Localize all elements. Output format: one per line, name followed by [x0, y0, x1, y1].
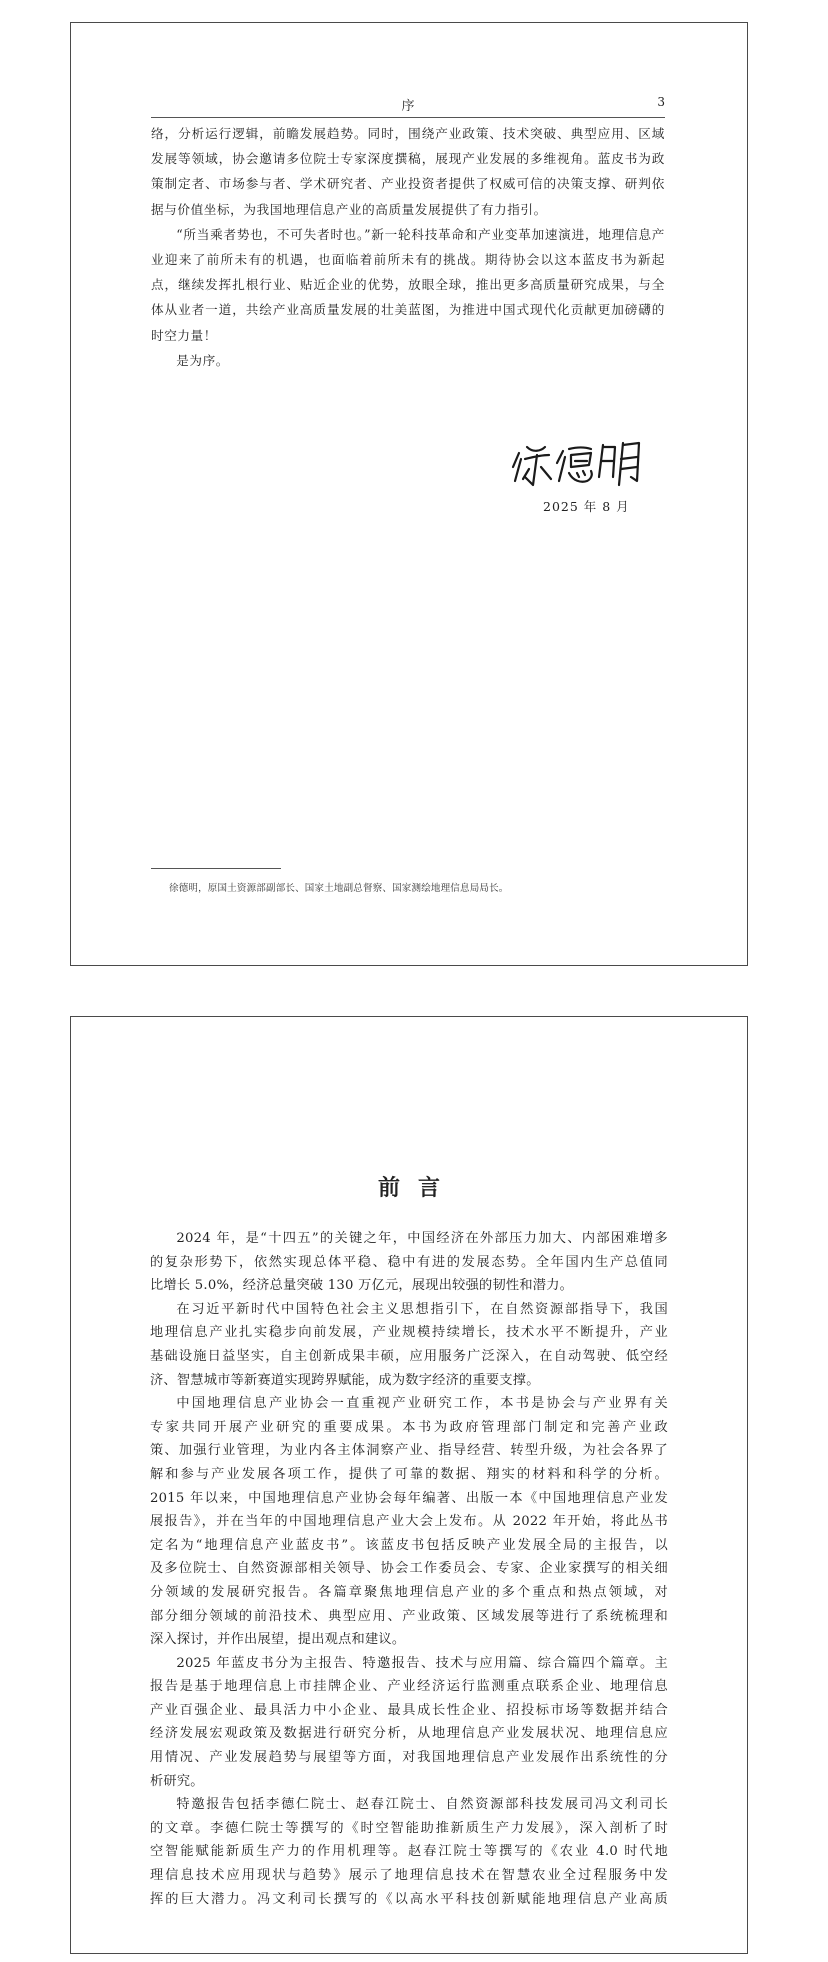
text-line: 基础设施日益坚实，自主创新成果丰硕，应用服务广泛深入，在自动驾驶、低空经 — [150, 1348, 668, 1364]
paragraph — [151, 121, 665, 222]
book-page-preface — [70, 22, 748, 966]
text-line: 及多位院士、自然资源部相关领导、协会工作委员会、专家、企业家撰写的相关细 — [150, 1561, 668, 1577]
text-line: 2024 年，是“十四五”的关键之年，中国经济在外部压力加大、内部困难增多 — [176, 1231, 668, 1246]
handwritten-signature — [511, 418, 661, 493]
header-title: 序 — [401, 99, 415, 114]
footnote: 徐德明，原国土资源部副部长、国家土地副总督察、国家测绘地理信息局局长。 — [169, 883, 509, 894]
preface-body — [151, 121, 665, 373]
paragraph — [151, 222, 665, 348]
text-line: 2025 年蓝皮书分为主报告、特邀报告、技术与应用篇、综合篇四个篇章。主 — [176, 1655, 668, 1671]
text-line: “所当乘者势也，不可失者时也。”新一轮科技革命和产业变革加速演进，地 — [176, 226, 612, 242]
text-line: 是为序。 — [176, 352, 229, 368]
paragraph — [151, 348, 665, 373]
text-line: 皮书为政策制定者、市场参与者、学术研究者、产业投资者提供了权威可信的决 — [151, 151, 666, 192]
text-line: 用情况、产业发展趋势与展望等方面，对我国地理信息产业发展作出系统性的分 — [150, 1750, 668, 1766]
footnote-rule — [151, 868, 281, 869]
text-line: 策、加强行业管理，为业内各主体洞察产业、指导经营、转型升级，为社会各界了 — [150, 1443, 668, 1459]
text-line: 经济发展宏观政策及数据进行研究分析，从地理信息产业发展状况、地理信息应 — [150, 1726, 668, 1742]
text-line: 络，分析运行逻辑，前瞻发展趋势。同时，围绕产业政策、技术突破、典型应用、区 — [151, 126, 652, 141]
text-line: 空智能赋能新质生产力的作用机理等。赵春江院士等撰写的《农业 4.0 时代地 — [150, 1844, 668, 1860]
page-number: 3 — [657, 95, 665, 109]
text-line: 在习近平新时代中国特色社会主义思想指引下，在自然资源部指导下，我国 — [176, 1301, 668, 1317]
chapter-title: 前言 — [377, 1176, 458, 1201]
text-line: 报告是基于地理信息上市挂牌企业、产业经济运行监测重点联系企业、地理信息 — [150, 1679, 668, 1695]
text-line: 的复杂形势下，依然实现总体平稳、稳中有进的发展态势。全年国内生产总值同 — [150, 1254, 668, 1270]
text-line: 中国地理信息产业协会一直重视产业研究工作，本书是协会与产业界有关 — [176, 1396, 668, 1412]
text-line: 理信息技术应用现状与趋势》展示了地理信息技术在智慧农业全过程服务中发 — [150, 1868, 668, 1884]
text-line: 本蓝皮书为新起点，继续发挥扎根行业、贴近企业的优势，放眼全球，推出更多高 — [151, 252, 666, 293]
foreword-body — [150, 1227, 668, 1911]
text-line: 国式现代化贡献更加磅礴的时空力量！ — [151, 302, 666, 343]
text-line: 质量研究成果，与全体从业者一道，共绘产业高质量发展的壮美蓝图，为推进中 — [151, 277, 665, 318]
text-line: 专家共同开展产业研究的重要成果。本书为政府管理部门制定和完善产业政 — [150, 1419, 668, 1435]
preface-date: 2025 年 8 月 — [543, 499, 630, 514]
book-page-foreword — [70, 1016, 748, 1954]
text-line: 展报告》，并在当年的中国地理信息产业大会上发布。从 2022 年开始，将此丛书 — [150, 1514, 668, 1530]
text-line: 策支撑、研判依据与价值坐标，为我国地理信息产业的高质量发展提供了有力 — [151, 176, 665, 217]
text-line: 比增长 5.0%，经济总量突破 130 万亿元，展现出较强的韧性和潜力。 — [150, 1278, 574, 1294]
text-line: 定名为“地理信息产业蓝皮书”。该蓝皮书包括反映产业发展全局的主报告，以 — [150, 1537, 668, 1553]
text-line: 的文章。李德仁院士等撰写的《时空智能助推新质生产力发展》，深入剖析了时 — [150, 1820, 668, 1836]
text-line: 特邀报告包括李德仁院士、赵春江院士、自然资源部科技发展司冯文利司长 — [176, 1797, 668, 1813]
text-line: 域发展等领域，协会邀请多位院士专家深度撰稿，展现产业发展的多维视角。蓝 — [151, 126, 665, 167]
svg-text:徐德明: 徐德明 — [511, 418, 560, 437]
text-line: 理信息产业迎来了前所未有的机遇，也面临着前所未有的挑战。期待协会以这 — [151, 226, 665, 268]
text-line: 产业百强企业、最具活力中小企业、最具成长性企业、招投标市场等数据并结合 — [150, 1702, 668, 1718]
running-header — [151, 93, 665, 118]
text-line: 济、智慧城市等新赛道实现跨界赋能，成为数字经济的重要支撑。 — [150, 1372, 540, 1388]
text-line: 部分细分领域的前沿技术、典型应用、产业政策、区域发展等进行了系统梳理和 — [150, 1608, 668, 1624]
text-line: 分领域的发展研究报告。各篇章聚焦地理信息产业的多个重点和热点领域，对 — [150, 1584, 668, 1600]
text-line: 析研究。 — [150, 1773, 204, 1789]
text-line: 解和参与产业发展各项工作，提供了可靠的数据、翔实的材料和科学的分析。 — [150, 1466, 668, 1482]
text-line: 地理信息产业扎实稳步向前发展，产业规模持续增长，技术水平不断提升，产业 — [150, 1325, 668, 1341]
text-line: 挥的巨大潜力。冯文利司长撰写的《以高水平科技创新赋能地理信息产业高质 — [150, 1891, 668, 1907]
text-line: 深入探讨，并作出展望，提出观点和建议。 — [150, 1632, 406, 1648]
text-line: 2015 年以来，中国地理信息产业协会每年编著、出版一本《中国地理信息产业发 — [150, 1490, 668, 1506]
text-line: 指引。 — [507, 201, 547, 217]
